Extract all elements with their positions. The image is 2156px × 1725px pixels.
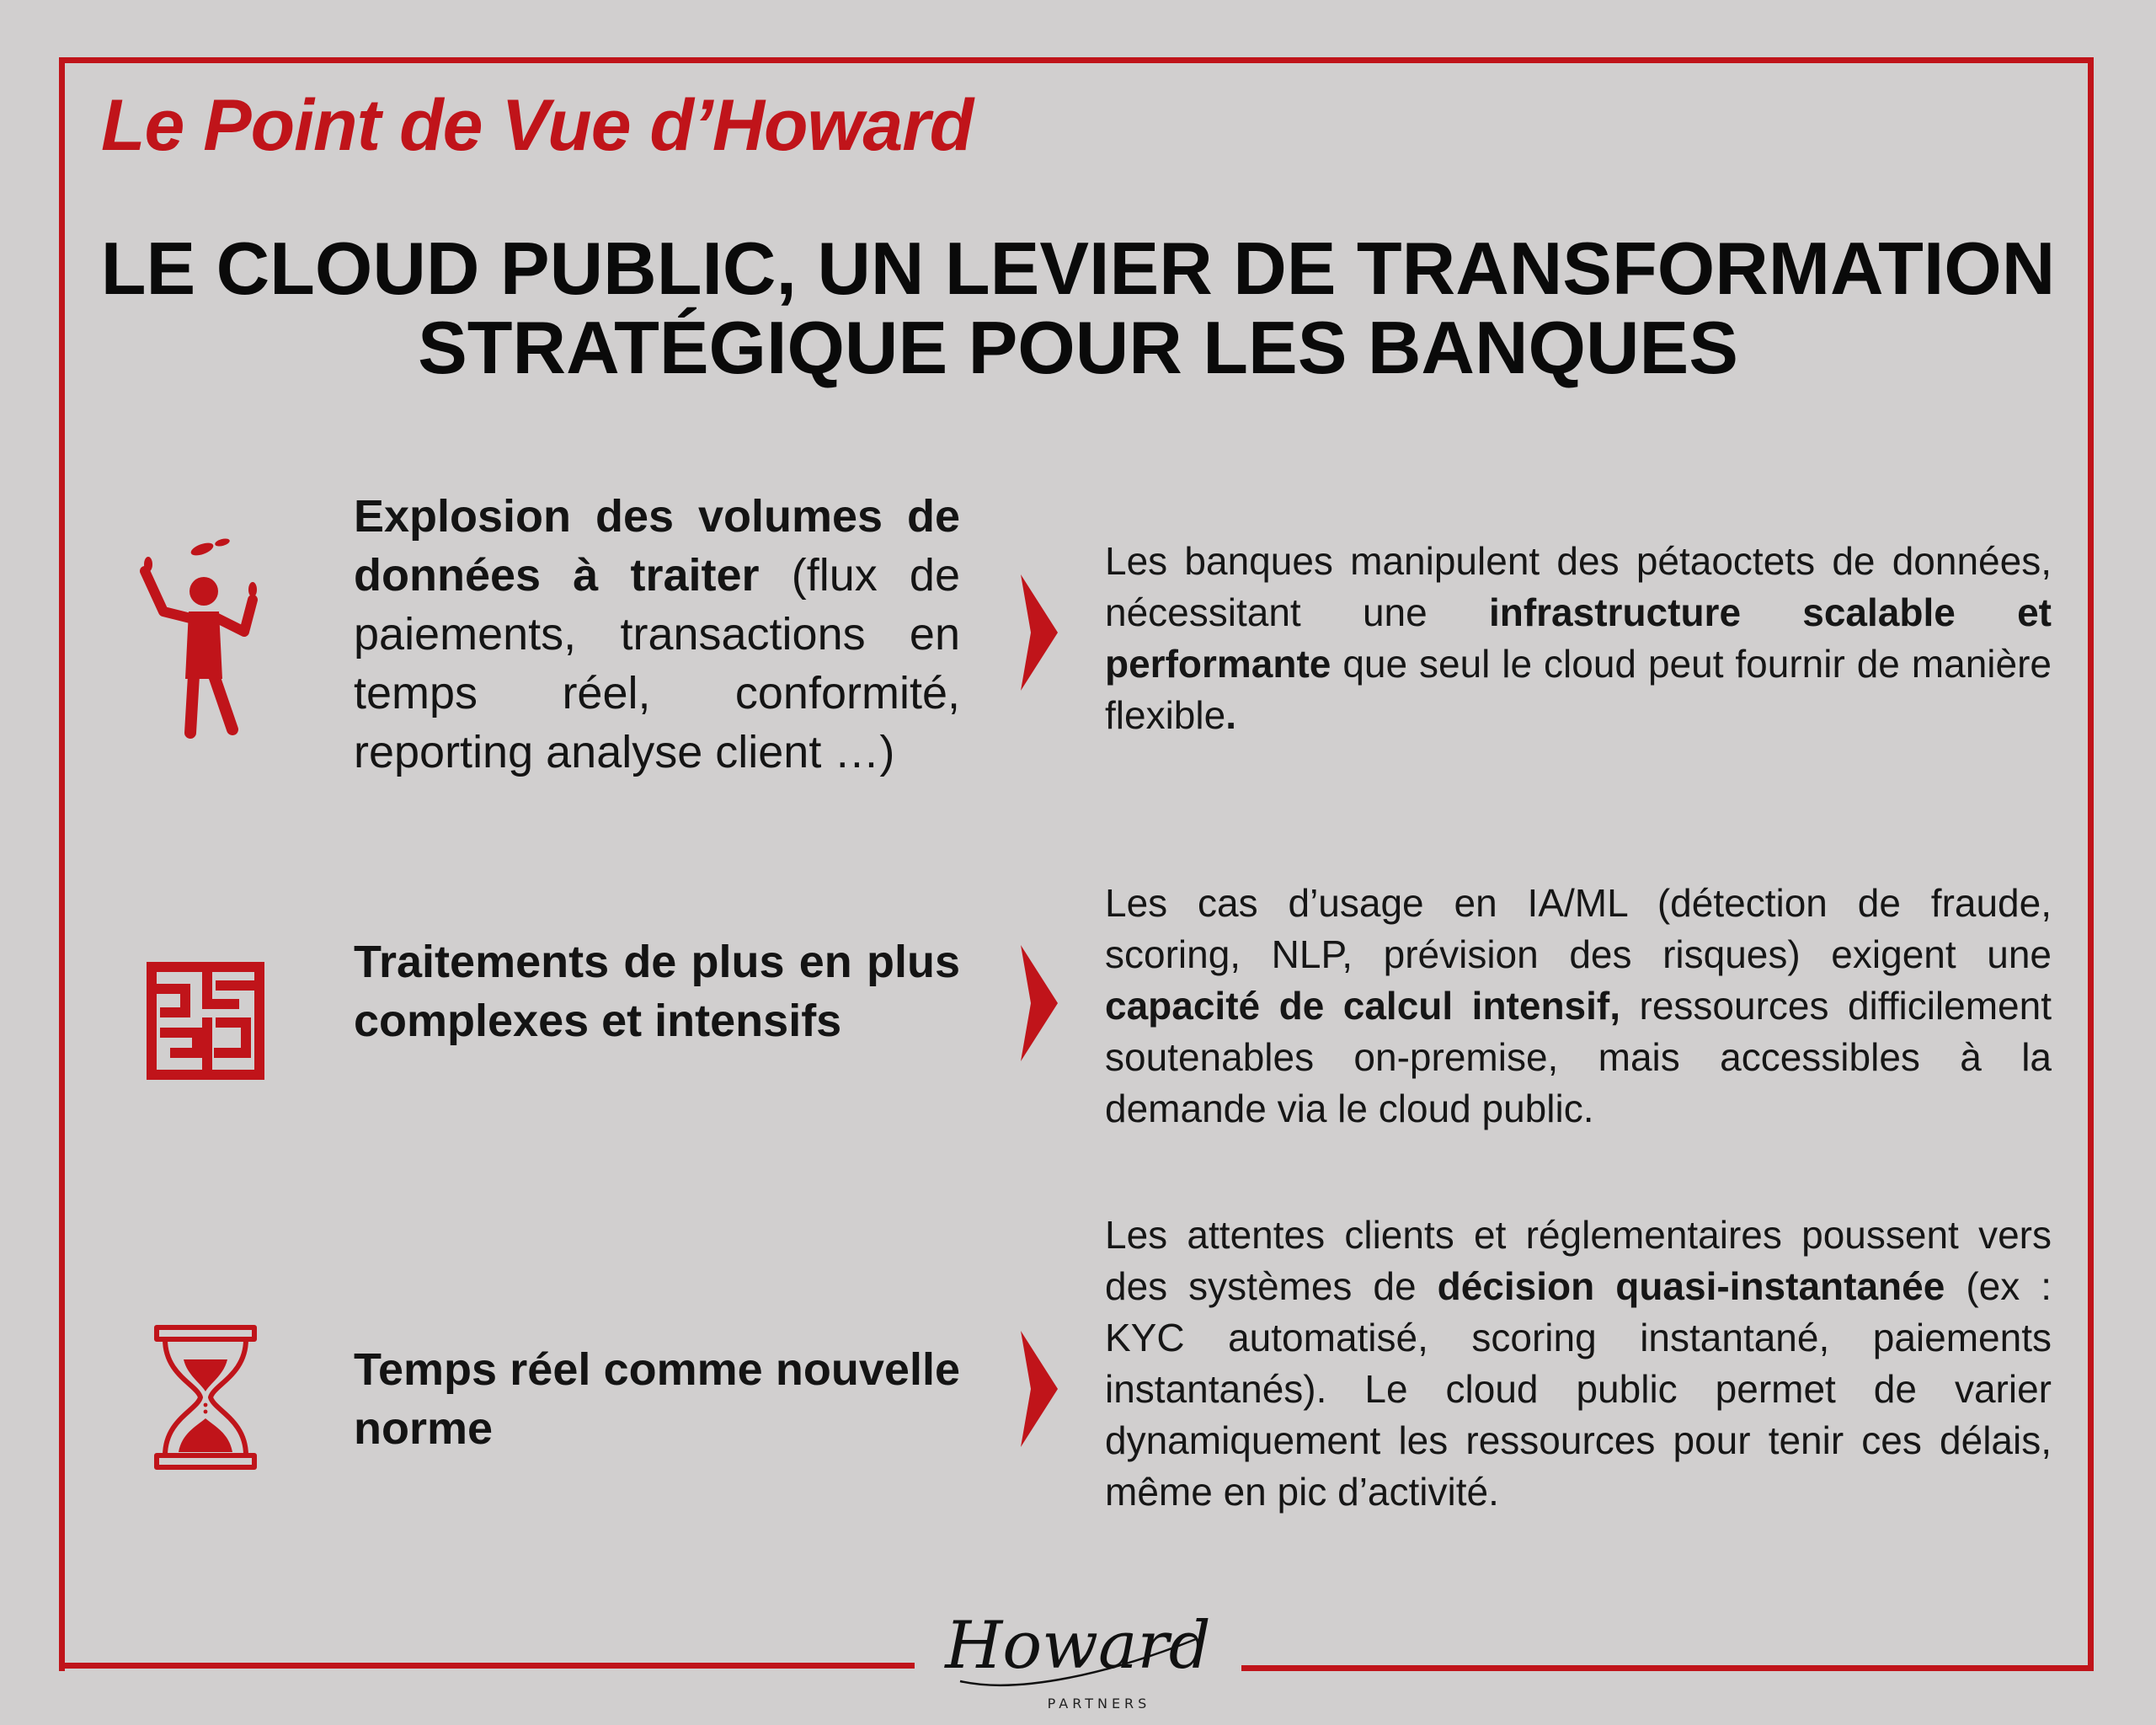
row-2-left-bold: Traitements de plus en plus complexes et intensifs — [354, 937, 960, 1046]
title-line-2: STRATÉGIQUE POUR LES BANQUES — [418, 306, 1738, 389]
frame-left — [59, 57, 65, 1671]
chevron-right-icon — [1021, 574, 1058, 691]
frame-bottom-left — [59, 1663, 915, 1669]
howard-partners-logo — [943, 1600, 1221, 1718]
juggler-icon — [135, 531, 270, 741]
chevron-right-icon — [1021, 945, 1058, 1061]
frame-top — [59, 57, 2094, 63]
row-3-left-text — [354, 1340, 960, 1458]
row-1-left-rest: (flux de paiements, transactions en temps réel, conformité, reporting analyse client …) — [354, 550, 960, 777]
logo-name: Howard — [945, 1608, 1211, 1684]
row-2-left-text — [354, 932, 960, 1050]
row-2-right-text: Les cas d’usage en IA/ML (détection de fraude, scoring, NLP, prévision des risques) exigent une capacité de calcul intensif, ressources difficilement soutenables on-premise, mais accessibles à la demande via le cloud public. — [1105, 881, 2052, 1130]
brand-title: Le Point de Vue d’Howard — [101, 85, 974, 166]
title-line-1: LE CLOUD PUBLIC, UN LEVIER DE TRANSFORMATION — [100, 227, 2056, 310]
frame-right — [2088, 57, 2094, 1671]
row-1-right-text: Les banques manipulent des pétaoctets de données, nécessitant une infrastructure scalable et performante que seul le cloud peut fournir de manière flexible. — [1105, 539, 2052, 737]
row-1-left-text — [354, 487, 960, 782]
chevron-right-icon — [1021, 1331, 1058, 1447]
page-title — [84, 229, 2072, 387]
logo-sub: PARTNERS — [1047, 1696, 1151, 1712]
maze-icon — [147, 962, 264, 1080]
row-3-right-text: Les attentes clients et réglementaires poussent vers des systèmes de décision quasi-instantanée (ex : KYC automatisé, scoring instantané, paiements instantanés). Le cloud public permet de varier dynamiquement les ressources pour tenir ces délais, même en pic d’activité. — [1105, 1213, 2052, 1514]
row-3-left-bold: Temps réel comme nouvelle norme — [354, 1344, 960, 1454]
row-1-left-bold: Explosion des volumes de données à traiter — [354, 491, 960, 601]
frame-bottom-right — [1241, 1665, 2094, 1671]
hourglass-icon — [153, 1324, 258, 1471]
